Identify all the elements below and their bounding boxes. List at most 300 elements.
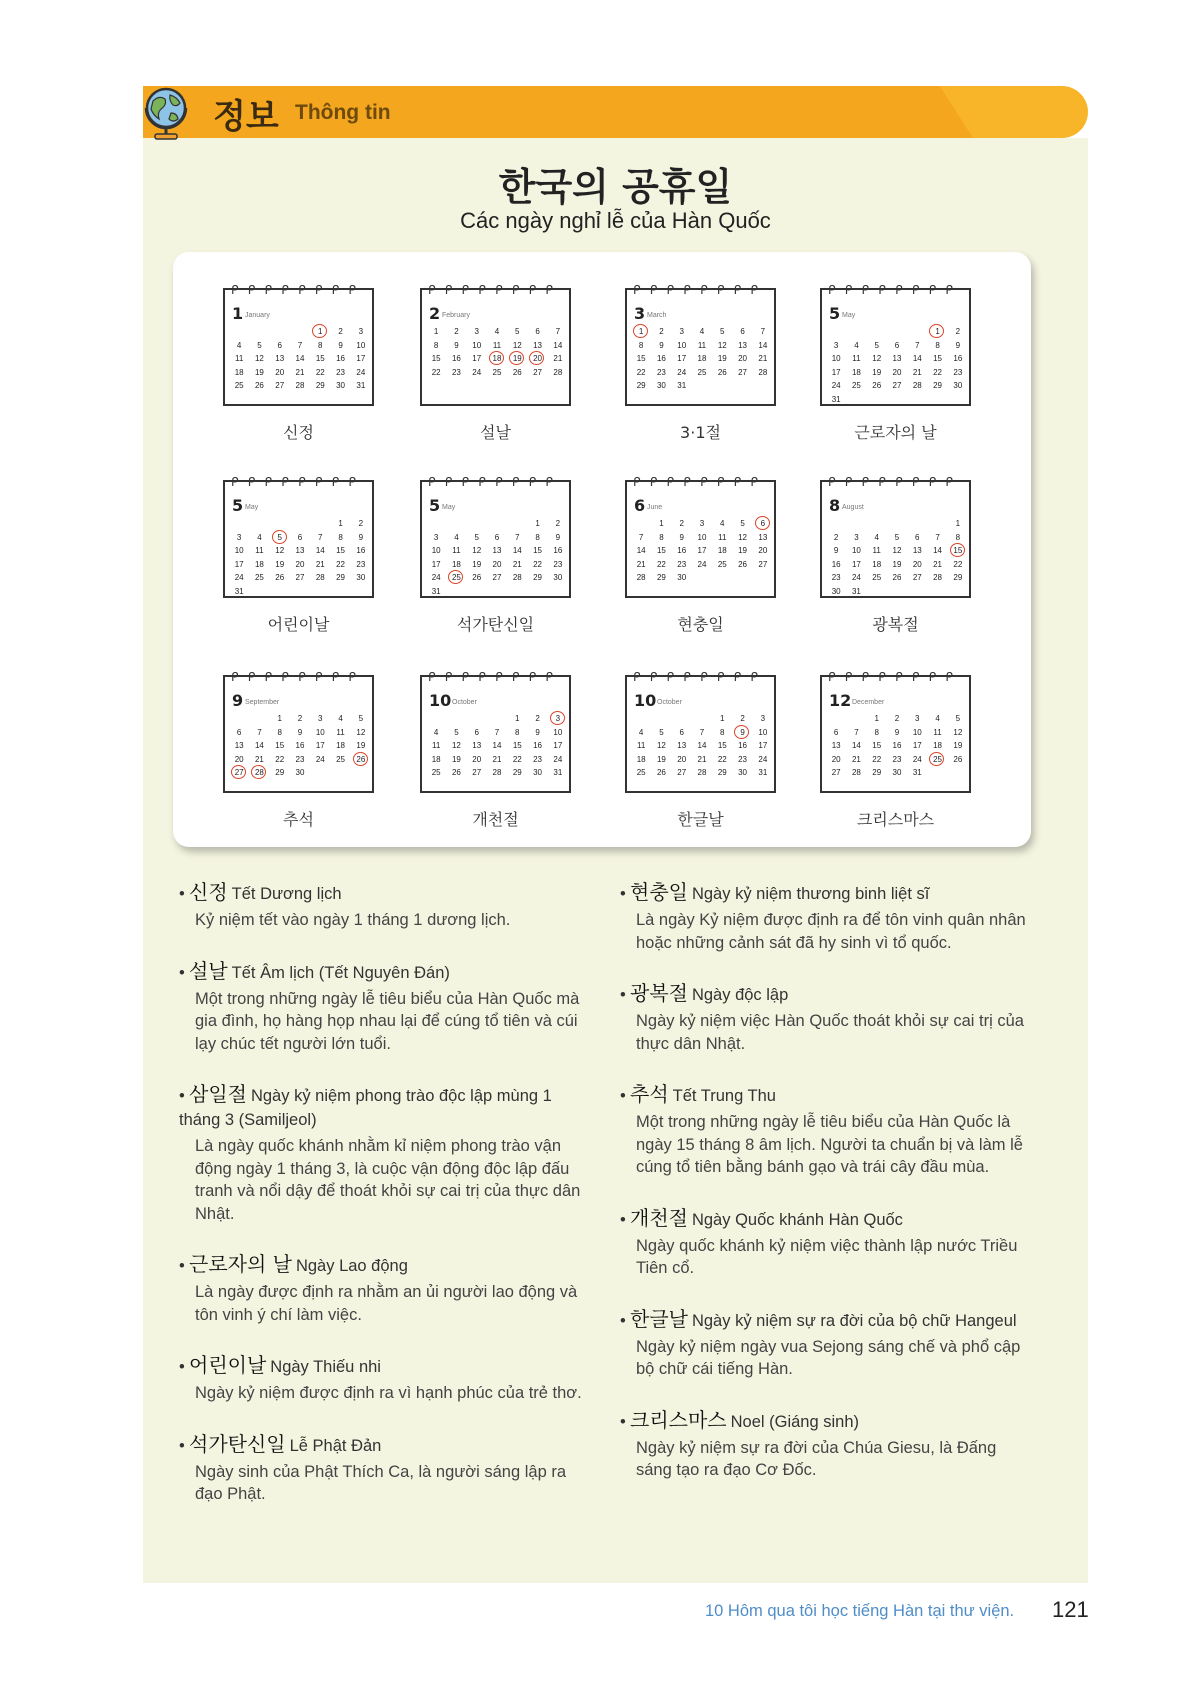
calendar-day	[927, 393, 947, 407]
calendar-day: 30	[677, 573, 687, 582]
calendar-month-number: 6	[634, 496, 646, 515]
calendar-day: 14	[492, 741, 502, 750]
calendar-day-holiday: 25	[927, 753, 947, 767]
calendar-day: 24	[356, 367, 366, 377]
calendar-day: 12	[872, 354, 882, 363]
calendar-day: 5	[894, 532, 900, 542]
calendar-day: 8	[277, 727, 282, 737]
holiday-item	[179, 1082, 589, 1225]
calendar-day: 14	[315, 546, 325, 555]
calendar-day: 27	[472, 768, 482, 777]
calendar-day	[826, 517, 846, 531]
calendar-day: 29	[533, 573, 542, 582]
holiday-item	[620, 1307, 1030, 1381]
calendar-day: 28	[758, 367, 768, 377]
calendar-day: 8	[955, 532, 961, 542]
calendar-day	[487, 517, 507, 531]
description-column-right	[620, 880, 1030, 1509]
calendar-day: 9	[454, 340, 459, 350]
calendar-grid	[631, 325, 773, 393]
calendar-grid	[426, 325, 568, 379]
calendar-day	[907, 517, 927, 531]
calendar-day: 1	[659, 519, 664, 528]
calendar-day: 7	[760, 327, 766, 336]
calendar-day: 9	[338, 340, 343, 350]
calendar-month-number: 10	[634, 691, 657, 710]
holiday-name-vi: Tết Âm lịch (Tết Nguyên Đán)	[231, 963, 450, 982]
bullet-icon: •	[179, 1257, 185, 1275]
calendar-day: 19	[872, 367, 882, 377]
holiday-item	[179, 1432, 589, 1506]
calendar-day: 8	[659, 532, 664, 542]
calendar-day: 29	[933, 381, 942, 390]
holiday-name-ko: 광복절	[630, 981, 688, 1005]
calendar-day: 5	[659, 727, 664, 737]
calendar-day: 26	[717, 367, 727, 377]
calendar-day: 23	[451, 367, 461, 377]
calendar-day-holiday: 5	[270, 531, 290, 545]
calendar-day: 14	[912, 354, 922, 363]
holiday-item	[620, 1206, 1030, 1280]
calendar-day: 23	[953, 367, 963, 377]
bullet-icon: •	[620, 1311, 626, 1330]
calendar-day: 13	[912, 546, 922, 555]
calendar-day-holiday: 3	[548, 712, 568, 726]
calendar-day: 24	[234, 573, 244, 582]
calendar-day: 20	[472, 754, 482, 764]
calendar-day: 16	[553, 546, 563, 555]
calendar-day: 23	[533, 754, 542, 764]
calendar-day-holiday: 1	[631, 325, 651, 339]
calendar-day: 16	[295, 741, 305, 750]
calendar-day: 18	[697, 354, 707, 363]
calendar-day: 30	[336, 381, 345, 390]
holiday-item	[179, 1252, 589, 1326]
calendar-day: 8	[935, 340, 940, 350]
calendar-day: 19	[472, 559, 482, 569]
calendar-day: 13	[295, 546, 305, 555]
calendar-day: 17	[697, 546, 707, 555]
calendar-day: 4	[494, 327, 500, 336]
calendar-day	[446, 712, 466, 726]
calendar-day: 11	[852, 354, 861, 363]
calendar-day: 10	[315, 727, 325, 737]
calendar-day	[290, 585, 310, 599]
calendar-day: 1	[277, 714, 282, 723]
calendar-day: 17	[431, 559, 441, 569]
calendar-day: 21	[636, 559, 646, 569]
calendar-label: 크리스마스	[856, 810, 935, 829]
holiday-name-vi: Ngày kỷ niệm phong trào độc lập mùng 1 tháng 3 (Samiljeol)	[179, 1087, 552, 1129]
calendar-day: 6	[277, 340, 282, 350]
calendar-month-name: June	[647, 504, 663, 511]
calendar-rings: ᑭ ᑭ ᑭ ᑭ ᑭ ᑭ ᑭ ᑭ	[231, 475, 357, 489]
calendar-day: 9	[555, 532, 561, 542]
calendar-day: 11	[431, 741, 441, 750]
calendar-day	[887, 517, 907, 531]
calendar-day: 17	[315, 741, 325, 750]
calendar-day: 20	[892, 367, 902, 377]
calendar-day: 17	[912, 741, 922, 750]
calendar-day: 20	[275, 367, 285, 377]
calendar-day: 8	[535, 532, 540, 542]
calendar-day: 23	[831, 573, 841, 582]
calendar-month-name: September	[245, 699, 280, 706]
calendar-month-number: 10	[429, 691, 452, 710]
calendar-day	[527, 585, 547, 599]
calendar-day: 3	[358, 327, 364, 336]
calendar-day: 19	[717, 354, 727, 363]
calendar-day-holiday: 9	[732, 726, 752, 740]
calendar-day	[692, 379, 712, 393]
calendar-day: 26	[953, 754, 963, 764]
calendar-day: 27	[677, 768, 687, 777]
calendar-day	[846, 712, 866, 726]
holiday-item	[179, 880, 589, 932]
calendar-day: 1	[874, 714, 879, 723]
calendar-day: 13	[758, 532, 768, 542]
calendar-day: 28	[512, 573, 522, 582]
calendar-day: 16	[953, 354, 963, 363]
holiday-name-ko: 신정	[189, 880, 228, 904]
calendar-day: 27	[912, 573, 922, 582]
calendar-rings: ᑭ ᑭ ᑭ ᑭ ᑭ ᑭ ᑭ ᑭ	[633, 283, 759, 297]
page-subtitle: Các ngày nghỉ lễ của Hàn Quốc	[460, 208, 771, 233]
calendar-day: 22	[872, 754, 882, 764]
calendar-day: 20	[738, 354, 747, 363]
calendar-day: 22	[656, 559, 666, 569]
holiday-heading	[179, 1432, 589, 1458]
calendar-day: 14	[295, 354, 305, 363]
calendar-day: 18	[336, 741, 345, 750]
calendar-day: 30	[533, 768, 542, 777]
holiday-description: Ngày sinh của Phật Thích Ca, là người sáng lập ra đạo Phật.	[195, 1462, 567, 1503]
calendar-day: 26	[872, 381, 882, 390]
calendar-label: 근로자의 날	[854, 423, 937, 442]
calendar-day: 28	[933, 573, 942, 582]
calendar-day-holiday: 15	[948, 544, 968, 558]
calendar-day: 18	[933, 741, 942, 750]
calendar-day	[867, 325, 887, 339]
calendar-day: 11	[697, 340, 707, 350]
calendar-day: 20	[234, 754, 244, 764]
calendar-day: 6	[679, 727, 684, 737]
holiday-name-vi: Lễ Phật Đản	[289, 1436, 382, 1455]
calendar-day: 22	[431, 367, 441, 377]
calendar-month-name: August	[842, 504, 864, 511]
calendar-day	[507, 585, 527, 599]
page-number: 121	[1052, 1597, 1089, 1622]
footer-chapter: 10 Hôm qua tôi học tiếng Hàn tại thư viện.	[705, 1602, 1015, 1620]
calendar-day: 2	[358, 519, 364, 528]
calendar-day	[887, 585, 907, 599]
calendar-month-name: February	[442, 312, 471, 319]
calendar-day: 4	[236, 340, 242, 350]
calendar-day: 25	[254, 573, 264, 582]
calendar-day: 23	[892, 754, 902, 764]
calendar-day: 9	[358, 532, 364, 542]
calendar-month-number: 2	[429, 304, 441, 323]
calendar-day: 3	[236, 532, 242, 542]
calendar-day: 27	[533, 367, 542, 377]
bullet-icon: •	[620, 1412, 626, 1431]
calendar-grid	[426, 712, 568, 780]
calendar-day: 4	[257, 532, 262, 542]
calendar-day	[426, 517, 446, 531]
holiday-name-vi: Tết Dương lịch	[231, 885, 342, 903]
calendar-day	[948, 766, 968, 780]
calendar-day: 19	[892, 559, 902, 569]
calendar-day: 22	[953, 559, 963, 569]
calendar-day: 13	[472, 741, 482, 750]
calendar-day: 7	[318, 532, 323, 542]
holiday-description: Là ngày Kỷ niệm được định ra để tôn vinh quân nhân hoặc những cảnh sát đã hy sinh vì tổ quốc.	[636, 911, 1026, 952]
holiday-item	[620, 1408, 1030, 1482]
calendar-day: 11	[234, 354, 244, 363]
calendar-day: 27	[275, 381, 285, 390]
calendar-day: 9	[297, 727, 303, 737]
calendar-day: 4	[454, 532, 459, 542]
calendar-label: 3·1절	[680, 423, 721, 442]
calendar-day: 30	[295, 768, 305, 777]
bullet-icon: •	[620, 986, 626, 1004]
calendar-page	[820, 283, 971, 406]
calendar-day: 20	[677, 754, 687, 764]
calendar-day: 22	[336, 559, 345, 569]
calendar-day: 29	[656, 573, 666, 582]
calendar-day: 18	[872, 559, 882, 569]
holiday-description: Ngày kỷ niệm việc Hàn Quốc thoát khỏi sự cai trị của thực dân Nhật.	[636, 1012, 1024, 1053]
banner-title-vi: Thông tin	[295, 101, 391, 124]
bullet-icon: •	[179, 963, 185, 982]
calendar-label: 한글날	[677, 810, 724, 829]
calendar-day	[672, 712, 692, 726]
calendar-page	[223, 475, 374, 598]
calendar-day: 9	[679, 532, 684, 542]
calendar-day: 31	[912, 768, 922, 777]
calendar-month-number: 5	[429, 496, 441, 515]
calendar-day: 30	[553, 573, 563, 582]
calendar-day	[651, 712, 671, 726]
calendar-day: 3	[915, 714, 920, 723]
calendar-day: 21	[512, 559, 522, 569]
calendar-day: 31	[831, 394, 841, 404]
calendar-day: 17	[831, 367, 841, 377]
calendar-day: 11	[718, 532, 727, 542]
calendar-day: 27	[295, 573, 305, 582]
holiday-name-ko: 어린이날	[189, 1353, 267, 1377]
calendar-day: 24	[472, 367, 482, 377]
calendar-day: 17	[472, 354, 482, 363]
calendar-day	[753, 571, 773, 585]
calendar-day: 28	[636, 573, 646, 582]
holiday-heading	[179, 880, 589, 906]
holiday-item	[179, 959, 589, 1056]
calendar-day: 2	[679, 519, 684, 528]
calendar-day: 31	[234, 586, 244, 596]
calendar-day: 13	[275, 354, 285, 363]
calendar-day: 7	[257, 727, 262, 737]
calendar-day: 21	[295, 367, 305, 377]
calendar-day: 13	[234, 741, 244, 750]
calendar-day: 6	[833, 727, 839, 737]
calendar-day: 1	[515, 714, 520, 723]
holiday-name-ko: 크리스마스	[630, 1407, 727, 1432]
calendar-day: 26	[738, 559, 747, 569]
calendar-day: 6	[494, 532, 500, 542]
calendar-day: 5	[257, 340, 262, 350]
calendar-day: 16	[831, 559, 841, 569]
calendar-day: 20	[912, 559, 922, 569]
calendar-day	[249, 712, 269, 726]
calendar-day: 12	[275, 546, 285, 555]
calendar-label: 개천절	[472, 810, 519, 829]
calendar-day	[907, 393, 927, 407]
calendar-day: 13	[892, 354, 902, 363]
calendar-day: 26	[892, 573, 902, 582]
calendar-month-name: October	[657, 699, 682, 706]
calendar-day: 4	[854, 340, 859, 350]
calendar-day	[351, 766, 371, 780]
calendar-day: 5	[955, 714, 961, 723]
calendar-day: 2	[833, 532, 839, 542]
calendar-day: 30	[356, 573, 366, 582]
calendar-day	[712, 379, 732, 393]
description-column-left	[179, 880, 589, 1533]
calendar-day	[330, 766, 350, 780]
calendar-day: 30	[831, 586, 841, 596]
calendar-month-name: May	[842, 312, 856, 319]
calendar-day	[487, 585, 507, 599]
calendar-day: 31	[758, 768, 768, 777]
calendar-grid	[426, 517, 568, 598]
calendar-day: 12	[356, 727, 366, 737]
calendar-day: 9	[955, 340, 961, 350]
calendar-day	[907, 585, 927, 599]
holiday-name-ko: 현충일	[630, 880, 688, 904]
calendar-day: 26	[656, 768, 666, 777]
calendar-day	[446, 585, 466, 599]
calendar-day: 6	[474, 727, 479, 737]
calendar-day	[753, 379, 773, 393]
calendar-day: 3	[854, 532, 859, 542]
calendar-day: 28	[295, 381, 305, 390]
calendar-day: 9	[894, 727, 900, 737]
holiday-name-vi: Ngày độc lập	[691, 986, 789, 1004]
holiday-description: Ngày kỷ niệm được định ra vì hạnh phúc của trẻ thơ.	[195, 1384, 582, 1402]
holiday-heading	[179, 1353, 589, 1379]
calendar-day: 26	[512, 367, 522, 377]
calendar-day: 4	[935, 714, 940, 723]
holiday-item	[620, 880, 1030, 954]
calendar-day: 10	[851, 546, 861, 555]
calendar-day: 23	[336, 367, 345, 377]
section-banner	[143, 86, 1088, 138]
calendar-day: 7	[915, 340, 920, 350]
calendar-day: 10	[356, 340, 366, 350]
calendar-day: 31	[677, 381, 687, 390]
calendar-month-name: March	[647, 312, 667, 319]
calendar-day	[948, 585, 968, 599]
calendar-day	[467, 585, 487, 599]
calendar-day: 24	[758, 754, 768, 764]
calendar-day: 30	[892, 768, 902, 777]
calendar-day	[732, 379, 752, 393]
calendar-day: 26	[451, 768, 461, 777]
holiday-description: Là ngày quốc khánh nhằm kỉ niệm phong trào vận động ngày 1 tháng 3, là cuộc vận động độc lập đấu tranh và nổi dậy để thoát khỏi sự cai trị của thực dân Nhật.	[195, 1137, 581, 1223]
calendar-day-holiday: 1	[310, 325, 330, 339]
calendar-day: 9	[833, 546, 839, 555]
calendar-day: 18	[431, 754, 441, 764]
calendar-day: 20	[758, 546, 768, 555]
calendar-day: 17	[677, 354, 687, 363]
calendar-day	[846, 393, 866, 407]
calendar-day: 25	[872, 573, 882, 582]
calendar-day	[631, 712, 651, 726]
calendar-page	[820, 475, 971, 598]
bullet-icon: •	[179, 885, 185, 903]
calendar-day	[867, 393, 887, 407]
calendar-rings: ᑭ ᑭ ᑭ ᑭ ᑭ ᑭ ᑭ ᑭ	[428, 670, 554, 684]
holiday-name-vi: Ngày kỷ niệm thương binh liệt sĩ	[691, 885, 930, 903]
calendar-page	[420, 475, 571, 598]
calendar-day: 19	[656, 754, 666, 764]
calendar-day: 22	[636, 367, 646, 377]
holiday-name-ko: 한글날	[630, 1306, 688, 1331]
holiday-item	[179, 1353, 589, 1405]
calendar-day: 21	[758, 354, 768, 363]
calendar-day: 11	[492, 340, 502, 350]
bullet-icon: •	[179, 1358, 185, 1376]
holiday-description: Kỷ niệm tết vào ngày 1 tháng 1 dương lịch.	[195, 911, 511, 929]
calendar-day: 10	[831, 354, 841, 363]
calendar-day-holiday: 25	[446, 571, 466, 585]
calendar-day: 29	[315, 381, 325, 390]
calendar-page	[625, 283, 776, 406]
calendar-day: 19	[738, 546, 747, 555]
calendar-day: 31	[356, 381, 366, 390]
calendar-day: 19	[254, 367, 264, 377]
calendar-month-number: 1	[232, 304, 244, 323]
calendar-month-number: 12	[829, 691, 852, 710]
calendar-day: 18	[254, 559, 264, 569]
calendar-day: 13	[677, 741, 687, 750]
calendar-day	[330, 585, 350, 599]
calendar-day: 29	[512, 768, 522, 777]
holiday-name-ko: 석가탄신일	[189, 1431, 286, 1456]
calendar-day: 12	[738, 532, 747, 542]
calendar-day: 12	[953, 727, 963, 737]
calendar-day: 25	[234, 381, 244, 390]
calendar-day: 31	[431, 586, 441, 596]
calendar-day: 3	[433, 532, 439, 542]
calendar-day: 7	[555, 327, 561, 336]
holiday-heading	[620, 1307, 1030, 1333]
calendar-day: 23	[677, 559, 687, 569]
calendar-day: 12	[892, 546, 902, 555]
calendar-page	[625, 475, 776, 598]
calendar-day	[310, 517, 330, 531]
calendar-day: 19	[953, 741, 963, 750]
calendar-day: 21	[492, 754, 502, 764]
calendar-day: 17	[356, 354, 366, 363]
calendar-day: 24	[831, 381, 841, 390]
holiday-name-vi: Ngày kỷ niệm sự ra đời của bộ chữ Hangeul	[691, 1311, 1017, 1330]
holiday-heading	[179, 1252, 589, 1278]
calendar-day: 5	[515, 327, 520, 336]
calendar-day: 18	[851, 367, 861, 377]
calendar-day	[826, 325, 846, 339]
